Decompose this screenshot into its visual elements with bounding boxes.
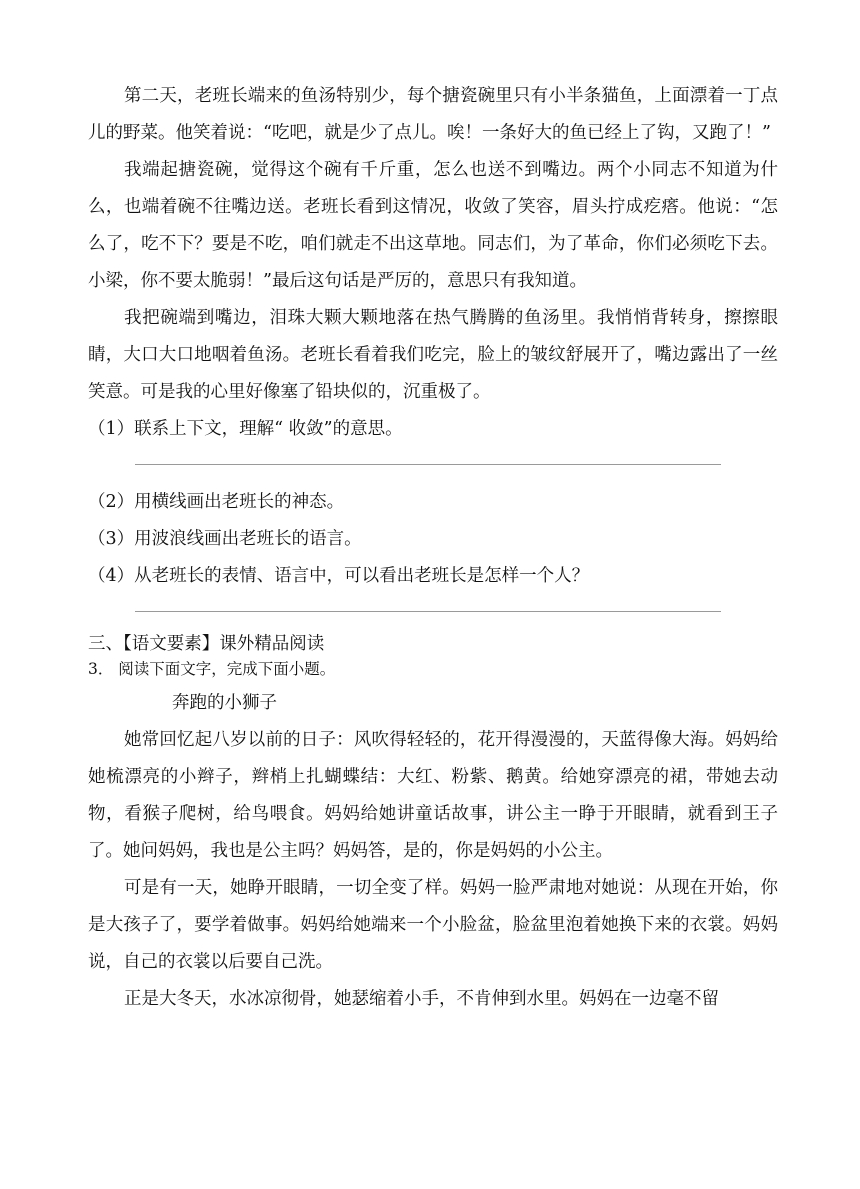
section-heading: 三、【语文要素】课外精品阅读 xyxy=(88,634,325,654)
passage-paragraph-2: 我端起搪瓷碗，觉得这个碗有千斤重，怎么也送不到嘴边。两个小同志不知道为什么，也端着碗不往嘴边送。老班长看到这情况，收敛了笑容，眉头拧成疙瘩。他说：“怎么了，吃不下？要是不吃，咱们就走不出这草地。同志们，为了革命，你们必须吃下去。小梁，你不要太脆弱！”最后这句话是严厉的，意思只有我知道。 xyxy=(88,160,778,291)
story-title: 奔跑的小狮子 xyxy=(172,693,277,713)
story-paragraph-3: 正是大冬天，水冰凉彻骨，她瑟缩着小手，不肯伸到水里。妈妈在一边毫不留 xyxy=(124,989,719,1009)
question-1: （1）联系上下文，理解“ 收敛”的意思。 xyxy=(88,419,403,439)
passage-paragraph-3: 我把碗端到嘴边，泪珠大颗大颗地落在热气腾腾的鱼汤里。我悄悄背转身，擦擦眼睛，大口大口地咽着鱼汤。老班长看着我们吃完，脸上的皱纹舒展开了，嘴边露出了一丝笑意。可是我的心里好像塞了铅块似的，沉重极了。 xyxy=(88,308,778,402)
question-3: （3）用波浪线画出老班长的语言。 xyxy=(88,529,362,549)
story-paragraph-2: 可是有一天，她睁开眼睛，一切全变了样。妈妈一脸严肃地对她说：从现在开始，你是大孩子了，要学着做事。妈妈给她端来一个小脸盆，脸盆里泡着她换下来的衣裳。妈妈说，自己的衣裳以后要自己洗。 xyxy=(88,878,778,972)
passage-paragraph-1: 第二天，老班长端来的鱼汤特别少，每个搪瓷碗里只有小半条猫鱼，上面漂着一丁点儿的野菜。他笑着说：“吃吧，就是少了点儿。唉！一条好大的鱼已经上了钩，又跑了！” xyxy=(88,86,778,143)
question-4: （4）从老班长的表情、语言中，可以看出老班长是怎样一个人？ xyxy=(88,566,590,586)
question-2: （2）用横线画出老班长的神态。 xyxy=(88,492,345,512)
story-paragraph-1: 她常回忆起八岁以前的日子：风吹得轻轻的，花开得漫漫的，天蓝得像大海。妈妈给她梳漂亮的小辫子，辫梢上扎蝴蝶结：大红、粉紫、鹅黄。给她穿漂亮的裙，带她去动物，看猴子爬树，给鸟喂食。妈妈给她讲童话故事，讲公主一睁于开眼睛，就看到王子了。她问妈妈，我也是公主吗？妈妈答，是的，你是妈妈的小公主。 xyxy=(88,730,778,861)
answer-line-4[interactable] xyxy=(135,611,721,612)
reading-instruction: 3． 阅读下面文字，完成下面小题。 xyxy=(88,660,336,678)
answer-line-1[interactable] xyxy=(135,464,721,465)
document-page xyxy=(88,78,778,1018)
